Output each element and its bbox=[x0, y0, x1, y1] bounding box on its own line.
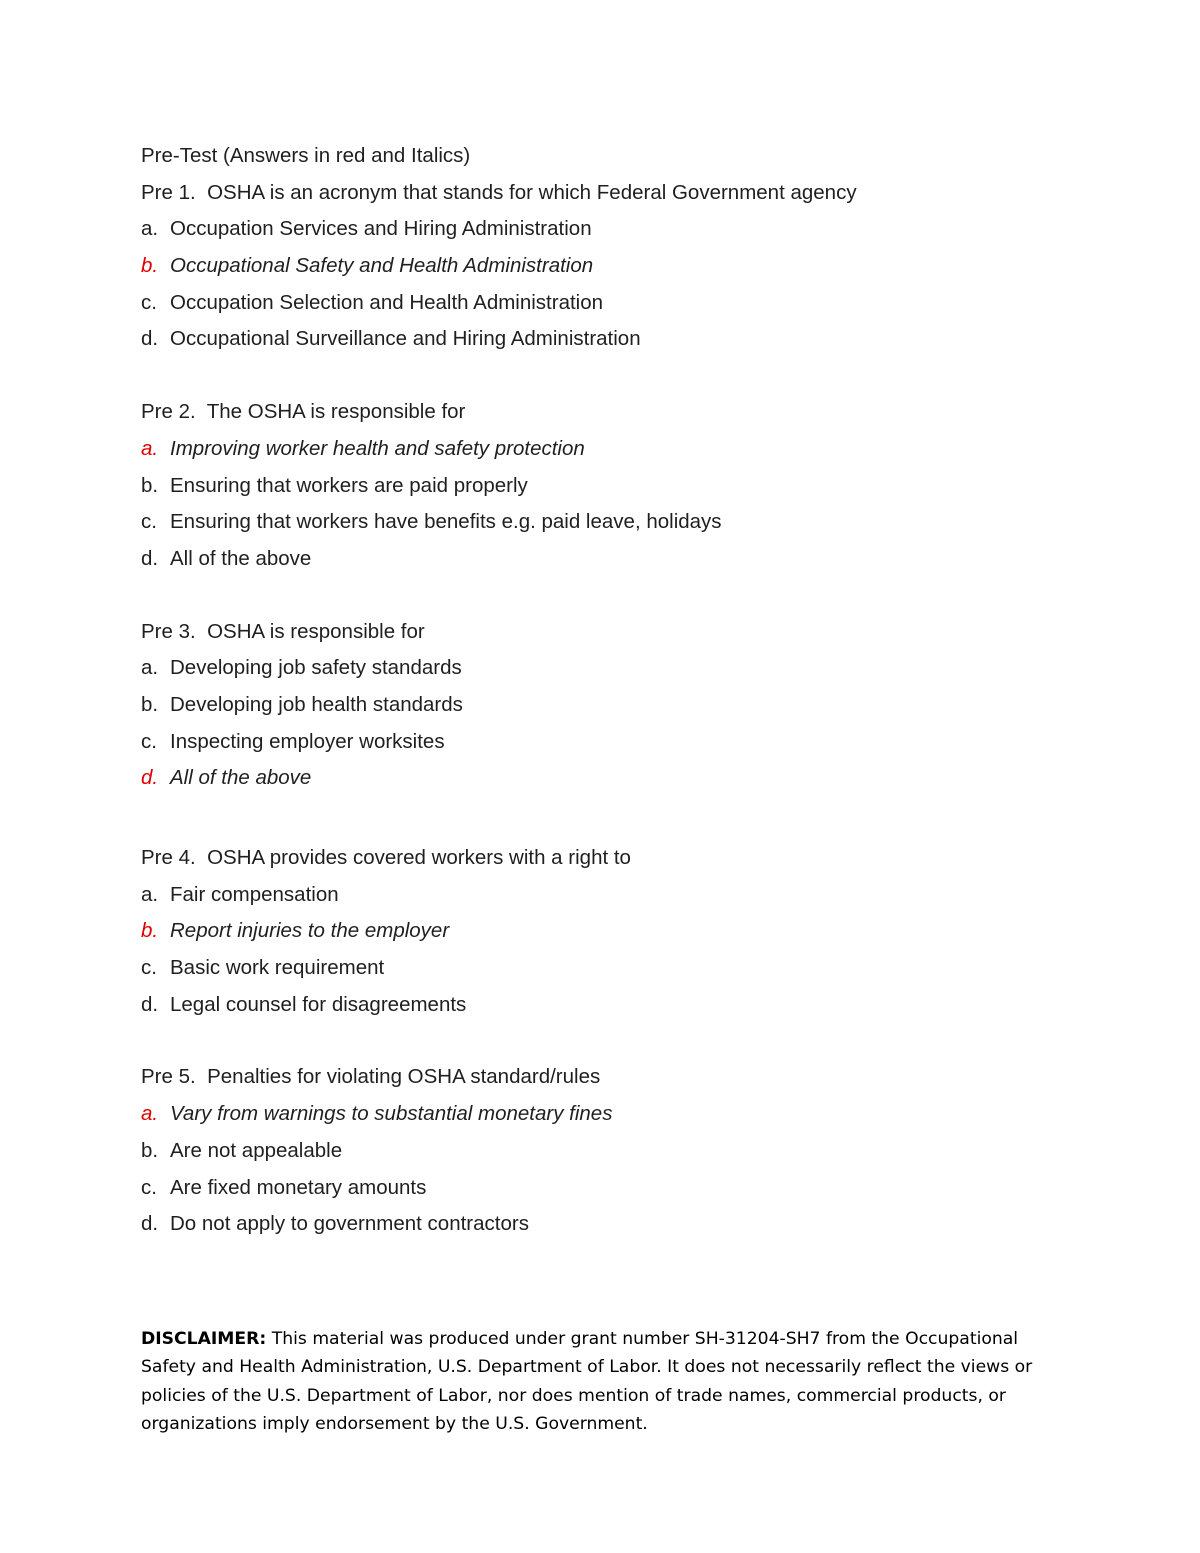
option-list bbox=[141, 650, 1061, 797]
option-b-correct-answer bbox=[141, 248, 1061, 285]
question-2 bbox=[141, 394, 1061, 577]
option-text: Legal counsel for disagreements bbox=[170, 992, 467, 1016]
option-b bbox=[141, 1133, 1061, 1170]
option-a-correct-answer bbox=[141, 431, 1061, 468]
option-letter: a. bbox=[141, 1102, 159, 1126]
option-letter: c. bbox=[141, 510, 157, 534]
disclaimer-label: DISCLAIMER: bbox=[141, 1329, 267, 1349]
option-text: Occupational Surveillance and Hiring Administration bbox=[170, 327, 641, 351]
question-text bbox=[141, 840, 1061, 877]
question-3 bbox=[141, 614, 1061, 797]
option-d bbox=[141, 987, 1061, 1024]
option-c bbox=[141, 1170, 1061, 1207]
question-text bbox=[141, 614, 1061, 651]
option-d bbox=[141, 321, 1061, 358]
option-text: Vary from warnings to substantial monetary fines bbox=[170, 1102, 613, 1126]
option-b bbox=[141, 468, 1061, 505]
option-text: Are fixed monetary amounts bbox=[170, 1175, 427, 1199]
question-stem: OSHA is responsible for bbox=[207, 619, 425, 643]
option-letter: b. bbox=[141, 919, 159, 943]
option-letter: a. bbox=[141, 656, 159, 680]
question-label: Pre 2. bbox=[141, 400, 196, 424]
option-text: Do not apply to government contractors bbox=[170, 1212, 529, 1236]
question-text bbox=[141, 1059, 1061, 1096]
option-letter: c. bbox=[141, 956, 157, 980]
option-letter: d. bbox=[141, 327, 159, 351]
option-c bbox=[141, 285, 1061, 322]
question-label: Pre 1. bbox=[141, 180, 196, 204]
option-list bbox=[141, 211, 1061, 358]
option-text: Occupational Safety and Health Administration bbox=[170, 254, 594, 278]
question-stem: OSHA is an acronym that stands for which Federal Government agency bbox=[207, 180, 857, 204]
disclaimer-text: This material was produced under grant number SH-31204-SH7 from the Occupational Safety and Health Administration, U.S. Department of Labor. It does not necessarily reflect the views or policies of the U.S. Department of Labor, nor does mention of trade names, commercial products, or organizations imply endorsement by the U.S. Government. bbox=[141, 1329, 1033, 1434]
option-list bbox=[141, 1096, 1061, 1243]
question-text bbox=[141, 394, 1061, 431]
option-text: Ensuring that workers have benefits e.g. paid leave, holidays bbox=[170, 510, 722, 534]
option-letter: d. bbox=[141, 1212, 159, 1236]
option-c bbox=[141, 724, 1061, 761]
option-text: Ensuring that workers are paid properly bbox=[170, 473, 528, 497]
disclaimer bbox=[141, 1325, 1061, 1438]
question-stem: The OSHA is responsible for bbox=[206, 400, 466, 424]
option-text: Improving worker health and safety protection bbox=[170, 436, 585, 460]
document-body bbox=[141, 138, 1061, 1279]
option-letter: d. bbox=[141, 546, 159, 570]
option-letter: a. bbox=[141, 882, 159, 906]
option-text: Occupation Selection and Health Administration bbox=[170, 290, 604, 314]
question-text bbox=[141, 175, 1061, 212]
question-stem: Penalties for violating OSHA standard/rules bbox=[207, 1065, 601, 1089]
option-text: Occupation Services and Hiring Administration bbox=[170, 217, 592, 241]
question-stem: OSHA provides covered workers with a right to bbox=[207, 846, 631, 869]
option-letter: b. bbox=[141, 473, 159, 497]
question-label: Pre 3. bbox=[141, 619, 196, 643]
page-title: Pre-Test (Answers in red and Italics) bbox=[141, 144, 471, 167]
option-a bbox=[141, 877, 1061, 914]
option-letter: d. bbox=[141, 992, 159, 1016]
option-letter: b. bbox=[141, 254, 159, 278]
option-a-correct-answer bbox=[141, 1096, 1061, 1133]
option-text: Inspecting employer worksites bbox=[170, 729, 445, 753]
option-letter: c. bbox=[141, 1175, 157, 1199]
option-letter: d. bbox=[141, 766, 159, 790]
question-label: Pre 5. bbox=[141, 1065, 196, 1089]
option-c bbox=[141, 950, 1061, 987]
option-d bbox=[141, 1206, 1061, 1243]
option-text: Are not appealable bbox=[170, 1138, 343, 1162]
option-text: Basic work requirement bbox=[170, 956, 385, 980]
question-5 bbox=[141, 1059, 1061, 1242]
question-1 bbox=[141, 175, 1061, 358]
option-text: Developing job safety standards bbox=[170, 656, 462, 680]
option-a bbox=[141, 211, 1061, 248]
option-b-correct-answer bbox=[141, 913, 1061, 950]
option-text: Fair compensation bbox=[170, 882, 339, 906]
option-letter: b. bbox=[141, 692, 159, 716]
option-b bbox=[141, 687, 1061, 724]
question-4 bbox=[141, 840, 1061, 1023]
option-letter: c. bbox=[141, 290, 157, 314]
option-a bbox=[141, 650, 1061, 687]
option-text: All of the above bbox=[170, 766, 312, 790]
option-text: All of the above bbox=[170, 546, 312, 570]
option-list bbox=[141, 431, 1061, 578]
question-label: Pre 4. bbox=[141, 846, 196, 869]
option-text: Report injuries to the employer bbox=[170, 919, 450, 943]
option-d-correct-answer bbox=[141, 760, 1061, 797]
option-letter: a. bbox=[141, 436, 159, 460]
option-letter: c. bbox=[141, 729, 157, 753]
option-c bbox=[141, 504, 1061, 541]
option-text: Developing job health standards bbox=[170, 692, 463, 716]
option-letter: b. bbox=[141, 1138, 159, 1162]
option-list bbox=[141, 877, 1061, 1024]
option-d bbox=[141, 541, 1061, 578]
option-letter: a. bbox=[141, 217, 159, 241]
